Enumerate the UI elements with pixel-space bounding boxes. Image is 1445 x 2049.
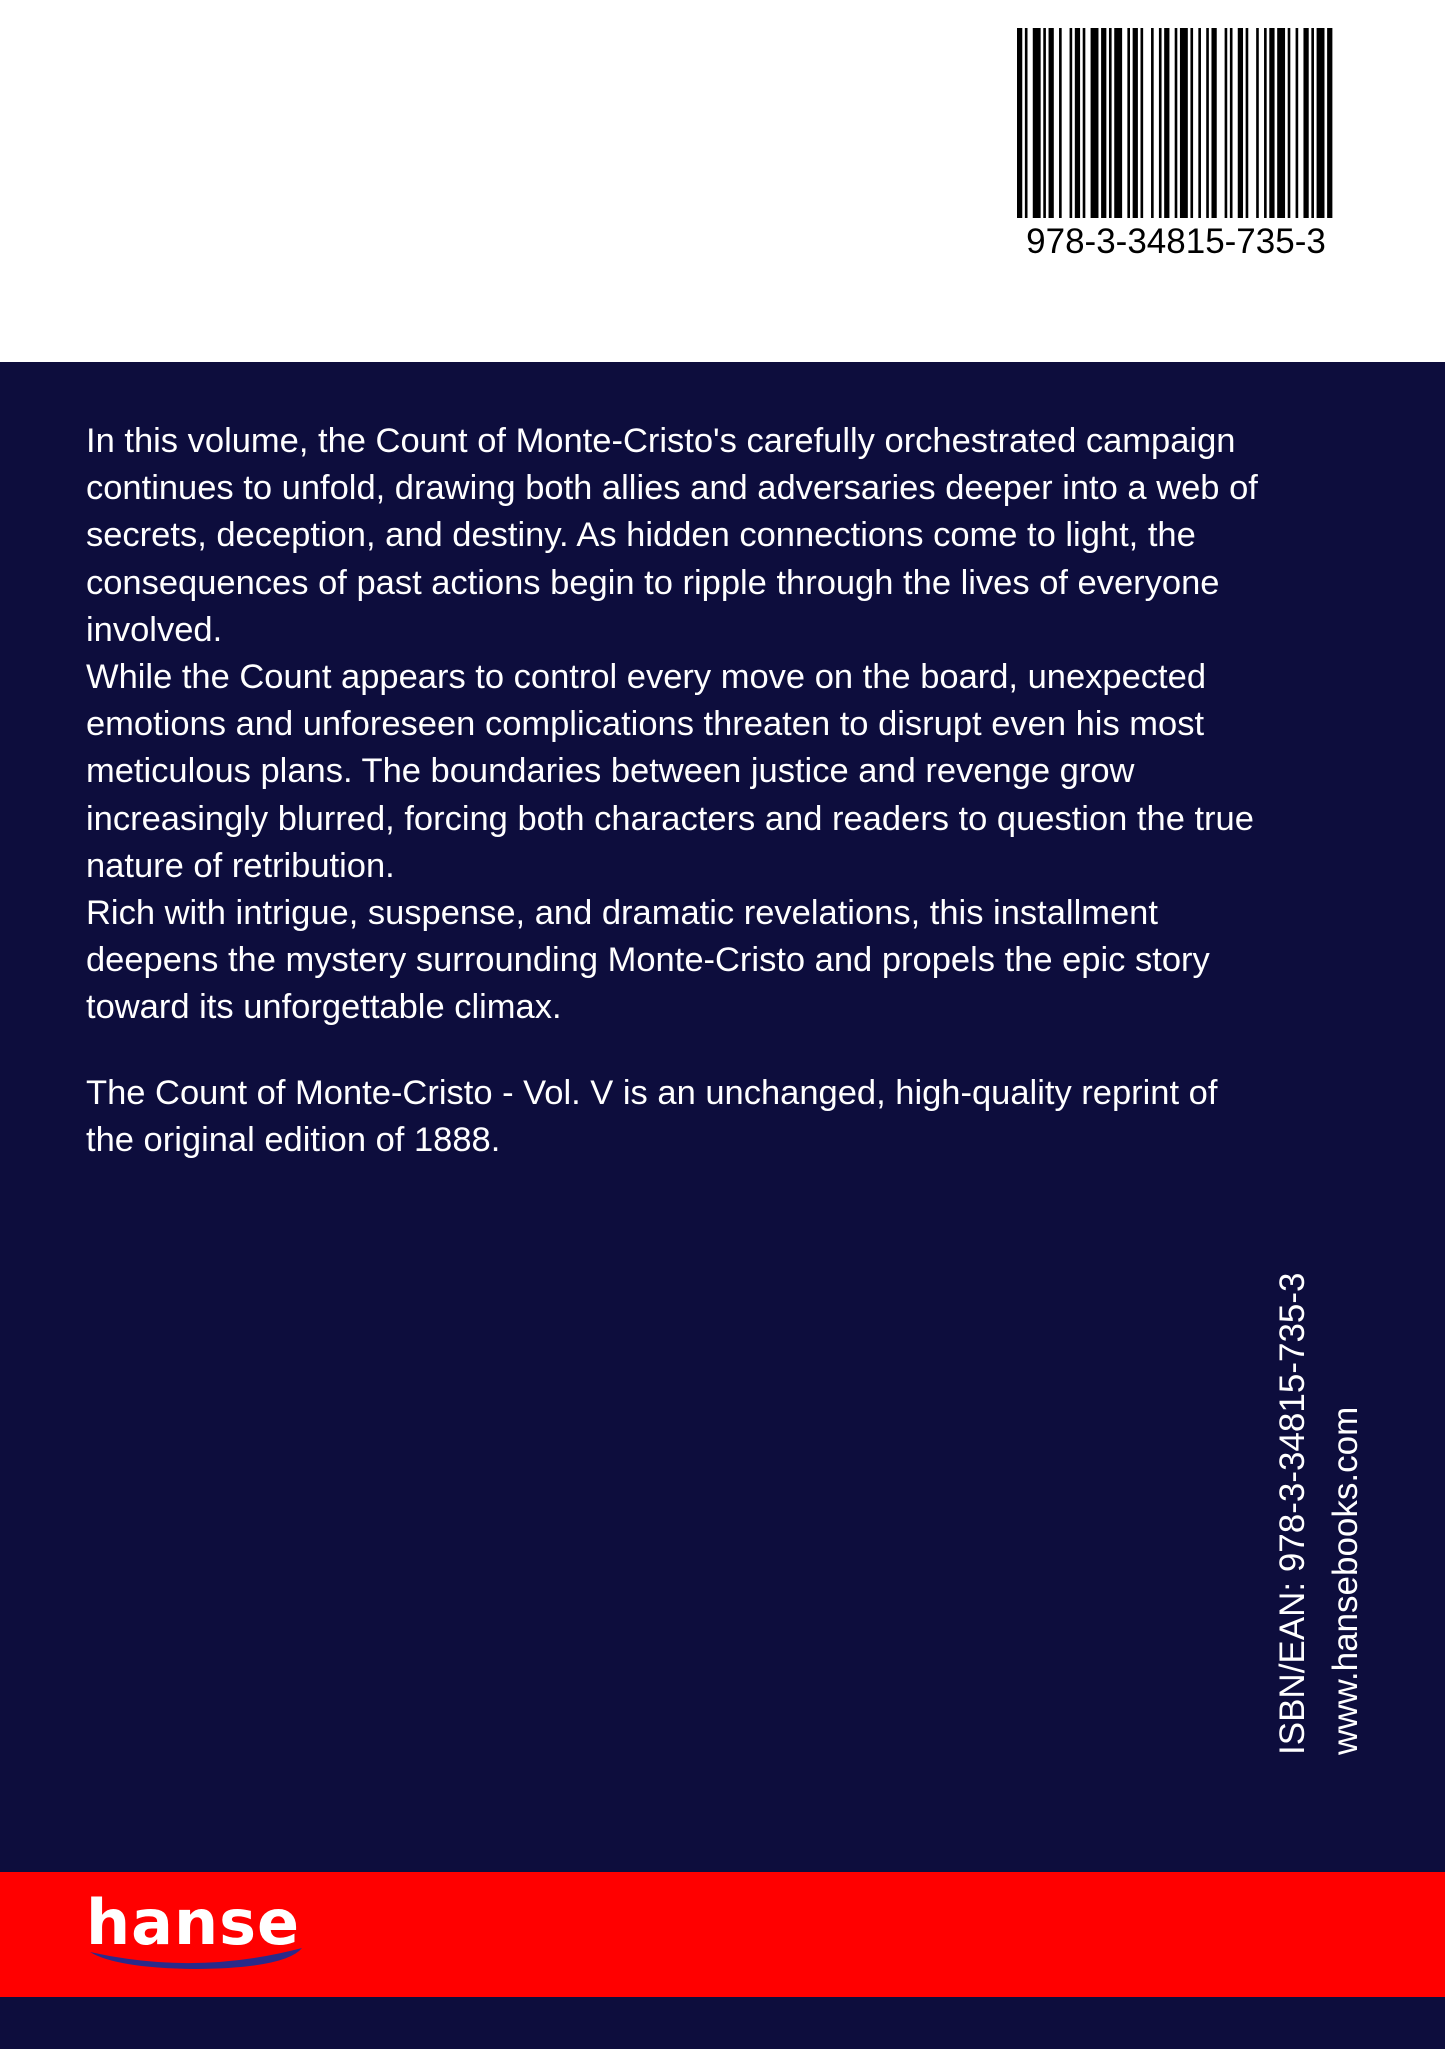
barcode-bar <box>1175 28 1178 218</box>
barcode-bar <box>1151 28 1154 218</box>
paragraph-gap <box>86 1032 1386 1070</box>
barcode-bar <box>1164 28 1169 218</box>
barcode-bar <box>1133 28 1138 218</box>
publisher-website: www.hansebooks.com <box>1326 1406 1365 1755</box>
barcode-bar <box>1083 28 1086 218</box>
barcode-bar <box>1230 28 1233 218</box>
barcode-bar <box>1327 28 1332 218</box>
barcode-bar <box>1101 28 1106 218</box>
hanse-logo <box>86 1888 306 1978</box>
barcode-bar <box>1059 28 1062 218</box>
barcode-bar <box>1075 28 1080 218</box>
barcode-bar <box>1256 28 1259 218</box>
barcode-bar <box>1070 28 1073 218</box>
barcode-bar <box>1159 28 1162 218</box>
barcode-bar <box>1180 28 1188 218</box>
logo-text: hanse <box>86 1886 301 1959</box>
barcode-bar <box>1091 28 1099 218</box>
barcode <box>1017 28 1335 262</box>
barcode-bar <box>1025 28 1028 218</box>
barcode-bar <box>1206 28 1209 218</box>
barcode-bar <box>1269 28 1274 218</box>
barcode-bar <box>1033 28 1041 218</box>
spine-info <box>1266 1155 1376 1755</box>
barcode-bar <box>1017 28 1022 218</box>
barcode-number: 978-3-34815-735-3 <box>1026 222 1326 261</box>
barcode-bar <box>1277 28 1285 218</box>
barcode-bar <box>1198 28 1201 218</box>
barcode-bar <box>1303 28 1308 218</box>
barcode-bars <box>1017 28 1335 218</box>
barcode-bar <box>1288 28 1291 218</box>
barcode-area <box>0 0 1445 362</box>
bottom-strip <box>0 1997 1445 2049</box>
reprint-note: The Count of Monte-Cristo - Vol. V is an unchanged, high-quality reprint of the original edition of 1888. <box>86 1073 1218 1159</box>
barcode-bar <box>1317 28 1325 218</box>
barcode-bar <box>1311 28 1314 218</box>
barcode-bar <box>1109 28 1112 218</box>
description-paragraph-3: Rich with intrigue, suspense, and dramatic revelations, this installment deepens the mystery surrounding Monte-Cristo and propels the epic story toward its unforgettable climax. <box>86 894 1210 1027</box>
book-description <box>86 418 1386 1164</box>
barcode-bar <box>1211 28 1216 218</box>
barcode-bar <box>1264 28 1267 218</box>
barcode-bar <box>1190 28 1193 218</box>
barcode-bar <box>1246 28 1249 218</box>
barcode-bar <box>1043 28 1046 218</box>
description-paragraph-1: In this volume, the Count of Monte-Cristo's carefully orchestrated campaign continues to unfold, drawing both allies and adversaries deeper into a web of secrets, deception, and destiny. As hidden connections come to light, the consequences of past actions begin to ripple through the lives of everyone involved. <box>86 422 1258 649</box>
barcode-bar <box>1049 28 1054 218</box>
barcode-bar <box>1296 28 1299 218</box>
isbn-line: ISBN/EAN: 978-3-34815-735-3 <box>1273 1272 1312 1755</box>
barcode-bar <box>1238 28 1243 218</box>
barcode-bar <box>1114 28 1122 218</box>
barcode-bar <box>1141 28 1144 218</box>
description-paragraph-2: While the Count appears to control every move on the board, unexpected emotions and unforeseen complications threaten to disrupt even his most meticulous plans. The boundaries between justice and revenge grow increasingly blurred, forcing both characters and readers to question the true nature of retribution. <box>86 658 1254 885</box>
barcode-bar <box>1127 28 1130 218</box>
barcode-bar <box>1225 28 1228 218</box>
